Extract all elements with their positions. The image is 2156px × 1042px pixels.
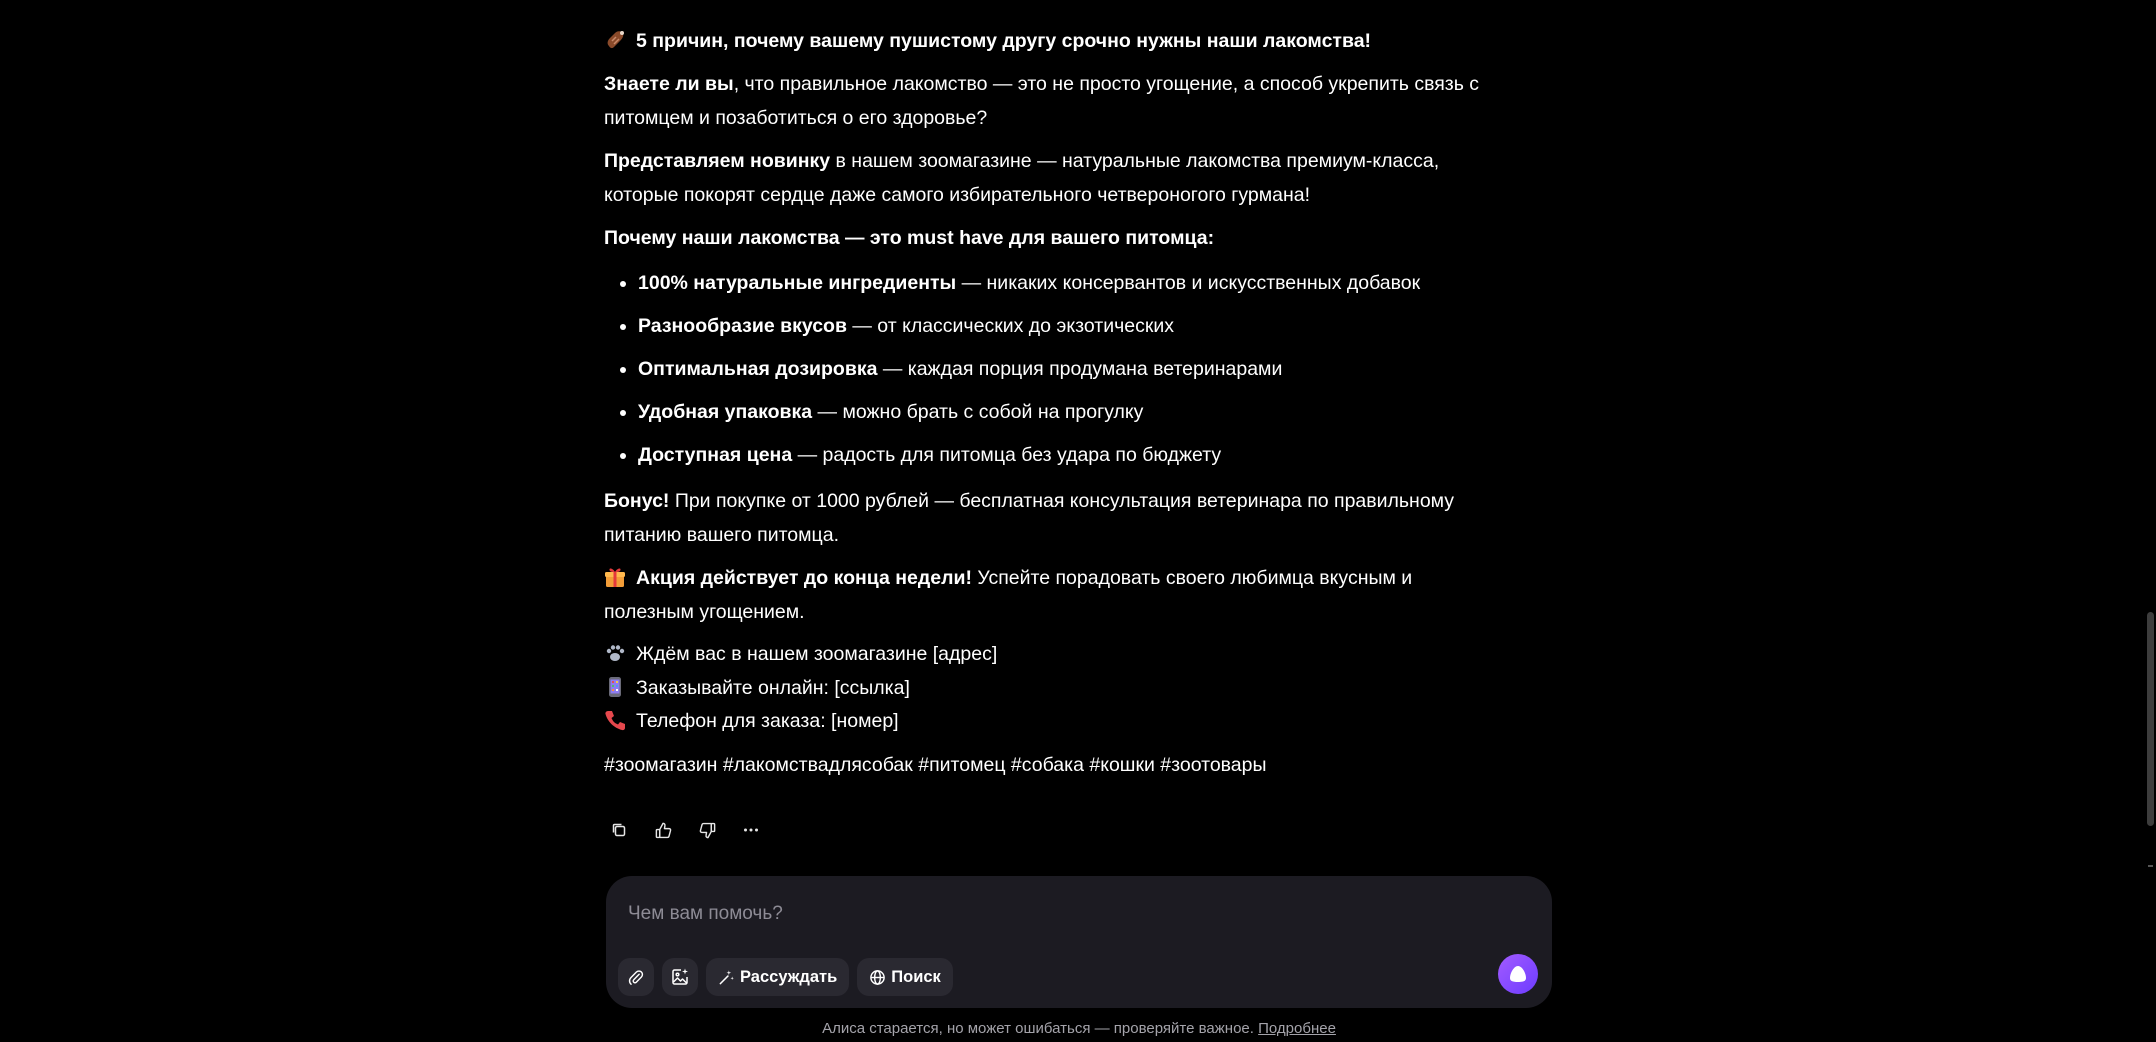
contacts-block: [604, 638, 1484, 739]
scrollbar-marker: [2148, 865, 2153, 867]
dislike-button[interactable]: [692, 818, 722, 842]
copy-icon: [610, 821, 628, 839]
sausage-emoji-icon: [604, 28, 626, 50]
search-button[interactable]: [857, 958, 953, 996]
bold-text: Знаете ли вы: [604, 73, 734, 95]
more-button[interactable]: [736, 818, 766, 842]
bold-text: Оптимальная дозировка: [638, 358, 878, 380]
image-sparkle-icon: [670, 967, 690, 987]
alice-send-button[interactable]: [1498, 954, 1538, 994]
alice-logo-icon: [1507, 963, 1529, 985]
paw-emoji-icon: [604, 642, 626, 664]
contact-text: Телефон для заказа: [номер]: [636, 710, 899, 732]
thumbs-down-icon: [698, 821, 717, 840]
paragraph-text: При покупке от 1000 рублей — бесплатная консультация ветеринара по правильному питанию вашего питомца.: [604, 490, 1455, 546]
think-button[interactable]: [706, 958, 849, 996]
scrollbar[interactable]: [2144, 0, 2156, 1042]
list-item-text: — радость для питомца без удара по бюджету: [792, 444, 1222, 466]
disclaimer-text: Алиса старается, но может ошибаться — проверяйте важное.: [822, 1020, 1259, 1037]
bold-text: Акция действует до конца недели!: [636, 567, 972, 589]
bold-text: Доступная цена: [638, 444, 793, 466]
search-label: Поиск: [891, 967, 941, 986]
globe-icon: [869, 969, 886, 986]
message-heading: [604, 24, 1484, 58]
disclaimer: [606, 1020, 1552, 1037]
list-item: [638, 438, 1484, 472]
assistant-message: [604, 24, 1484, 791]
mobile-phone-emoji-icon: [604, 676, 626, 698]
paragraph-promo: [604, 561, 1484, 629]
list-item: [638, 395, 1484, 429]
prompt-input[interactable]: [626, 896, 1490, 932]
contact-text: Ждём вас в нашем зоомагазине [адрес]: [636, 643, 998, 665]
thumbs-up-icon: [654, 821, 673, 840]
contact-online: [604, 672, 1484, 706]
paragraph-bonus: [604, 484, 1484, 552]
composer: [606, 876, 1552, 1008]
bold-text: Почему наши лакомства — это must have для вашего питомца:: [604, 227, 1215, 249]
list-item: [638, 266, 1484, 300]
paperclip-icon: [627, 968, 645, 986]
list-item-text: — никаких консервантов и искусственных добавок: [956, 272, 1421, 294]
list-item-text: — каждая порция продумана ветеринарами: [877, 358, 1283, 380]
think-label: Рассуждать: [740, 967, 838, 986]
gift-emoji-icon: [604, 565, 626, 587]
paragraph-intro: [604, 67, 1484, 135]
message-actions: [604, 818, 766, 842]
list-item-text: — от классических до экзотических: [846, 315, 1175, 337]
bold-text: Удобная упаковка: [638, 401, 813, 423]
more-info-link[interactable]: Подробнее: [1258, 1020, 1336, 1037]
list-item: [638, 309, 1484, 343]
bold-text: Разнообразие вкусов: [638, 315, 847, 337]
composer-tools: [618, 958, 953, 996]
paragraph-text: в нашем зоомагазине — натуральные лакомства премиум-класса, которые покорят сердце даже самого избирательного четвероногого гурмана!: [604, 150, 1440, 206]
list-item-text: — можно брать с собой на прогулку: [812, 401, 1144, 423]
contact-text: Заказывайте онлайн: [ссылка]: [636, 676, 910, 699]
copy-button[interactable]: [604, 818, 634, 842]
like-button[interactable]: [648, 818, 678, 842]
paragraph-text: Успейте порадовать своего любимца вкусным и полезным угощением.: [604, 567, 1413, 623]
scrollbar-thumb[interactable]: [2147, 612, 2154, 826]
paragraph-why: [604, 221, 1484, 255]
paragraph-text: , что правильное лакомство — это не просто угощение, а способ укрепить связь с питомцем и позаботиться о его здоровье?: [604, 73, 1480, 129]
bold-text: Бонус!: [604, 490, 670, 512]
list-item: [638, 352, 1484, 386]
bold-text: Представляем новинку: [604, 150, 831, 172]
attach-button[interactable]: [618, 958, 654, 996]
contact-address: [604, 638, 1484, 672]
bold-text: 100% натуральные ингредиенты: [638, 272, 957, 294]
more-icon: [742, 821, 760, 839]
benefits-list: [604, 266, 1484, 472]
magic-wand-icon: [718, 969, 735, 986]
heading-text: 5 причин, почему вашему пушистому другу срочно нужны наши лакомства!: [636, 30, 1372, 52]
telephone-receiver-emoji-icon: [604, 709, 626, 731]
contact-phone: [604, 705, 1484, 739]
hashtags: #зоомагазин #лакомствадлясобак #питомец #собака #кошки #зоотовары: [604, 753, 1267, 776]
image-generate-button[interactable]: [662, 958, 698, 996]
paragraph-novelty: [604, 144, 1484, 212]
